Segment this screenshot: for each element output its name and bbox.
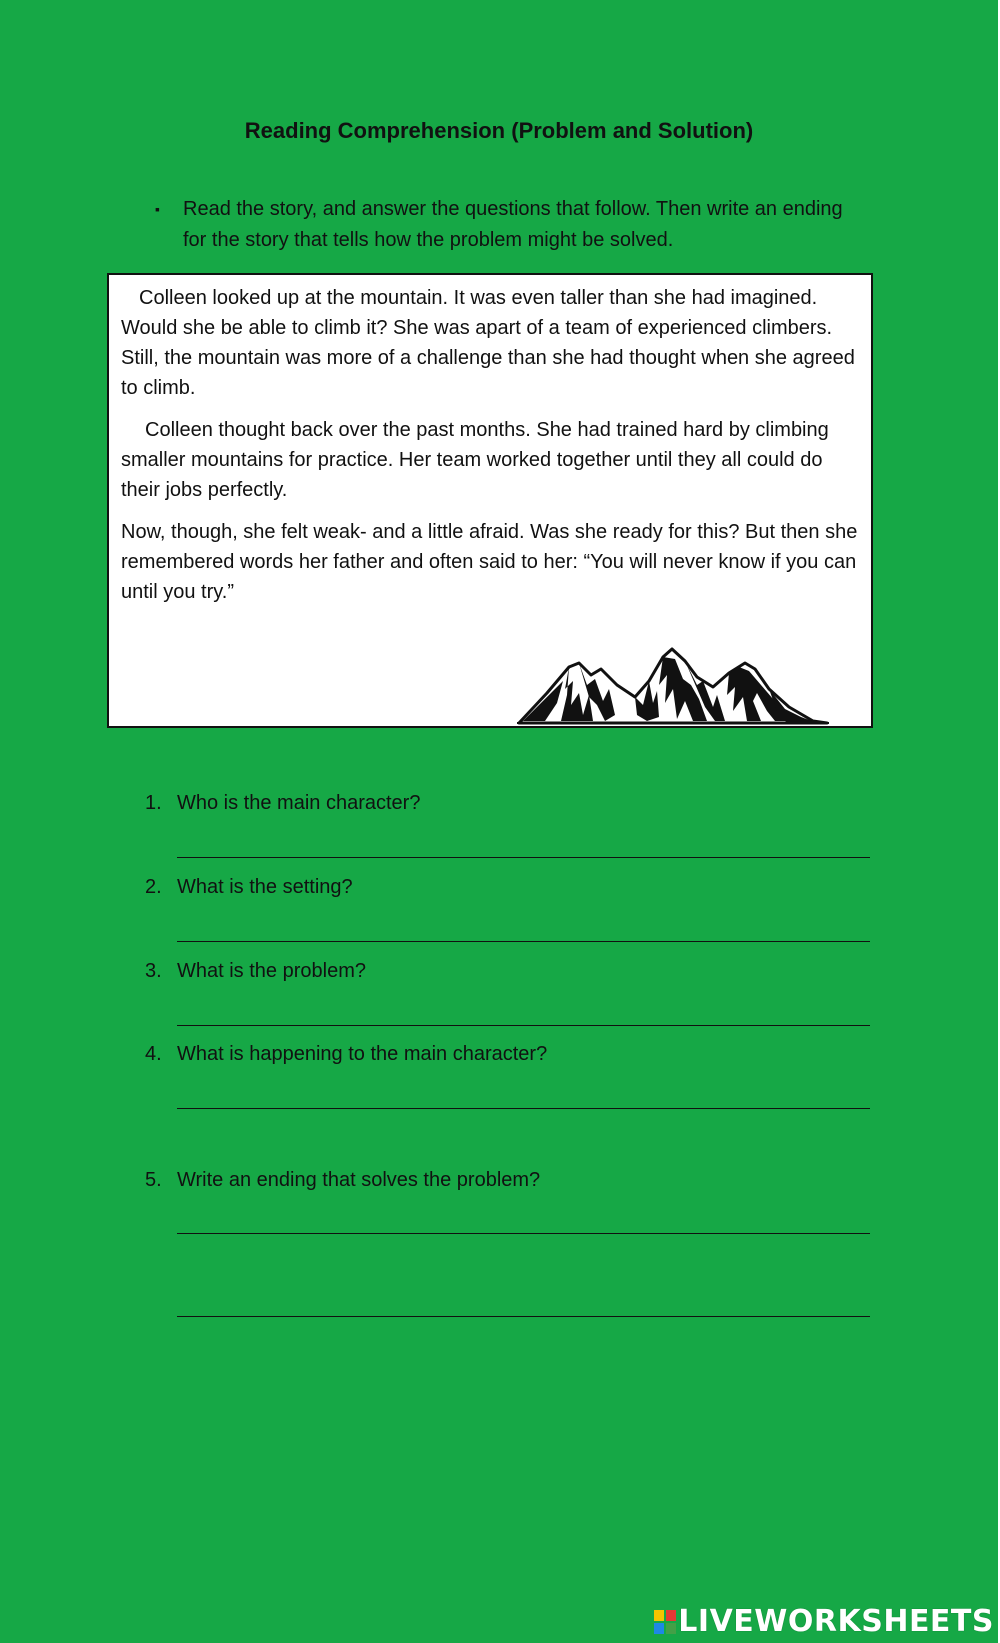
square-bullet-icon: ▪ [155,201,160,217]
question-text: What is the setting? [177,876,353,898]
story-box [107,273,873,728]
answer-line[interactable] [177,1316,870,1317]
answer-line[interactable] [177,857,870,858]
question-number: 3. [145,960,162,982]
answer-line[interactable] [177,941,870,942]
liveworksheets-logo-icon [654,1610,676,1634]
liveworksheets-brand [654,1604,994,1639]
question-number: 5. [145,1169,162,1191]
worksheet-title: Reading Comprehension (Problem and Solution) [244,118,754,143]
mountain-illustration [517,645,842,725]
question-number: 2. [145,876,162,898]
instruction-text: Read the story, and answer the questions that follow. Then write an ending for the story that tells how the problem might be solved. [183,198,843,251]
question-text: What is the problem? [177,960,366,982]
answer-line[interactable] [177,1025,870,1026]
question-text: What is happening to the main character? [177,1043,548,1065]
question-text: Write an ending that solves the problem? [177,1169,541,1191]
instruction-item [155,194,845,256]
answer-line[interactable] [177,1108,870,1109]
brand-text: LIVEWORKSHEETS [678,1604,994,1639]
story-paragraph: Colleen looked up at the mountain. It was even taller than she had imagined. Would she be able to climb it? She was apart of a team of experienced climbers. Still, the mountain was more of a challenge than she had thought when she agreed to climb. [121,287,855,399]
question-text: Who is the main character? [177,792,421,814]
story-paragraph: Colleen thought back over the past months. She had trained hard by climbing smaller mountains for practice. Her team worked together until they all could do their jobs perfectly. [121,419,829,501]
answer-line[interactable] [177,1233,870,1234]
question-number: 4. [145,1043,162,1065]
question-number: 1. [145,792,162,814]
story-paragraph: Now, though, she felt weak- and a little afraid. Was she ready for this? But then she remembered words her father and often said to her: “You will never know if you can until you try.” [121,521,858,603]
